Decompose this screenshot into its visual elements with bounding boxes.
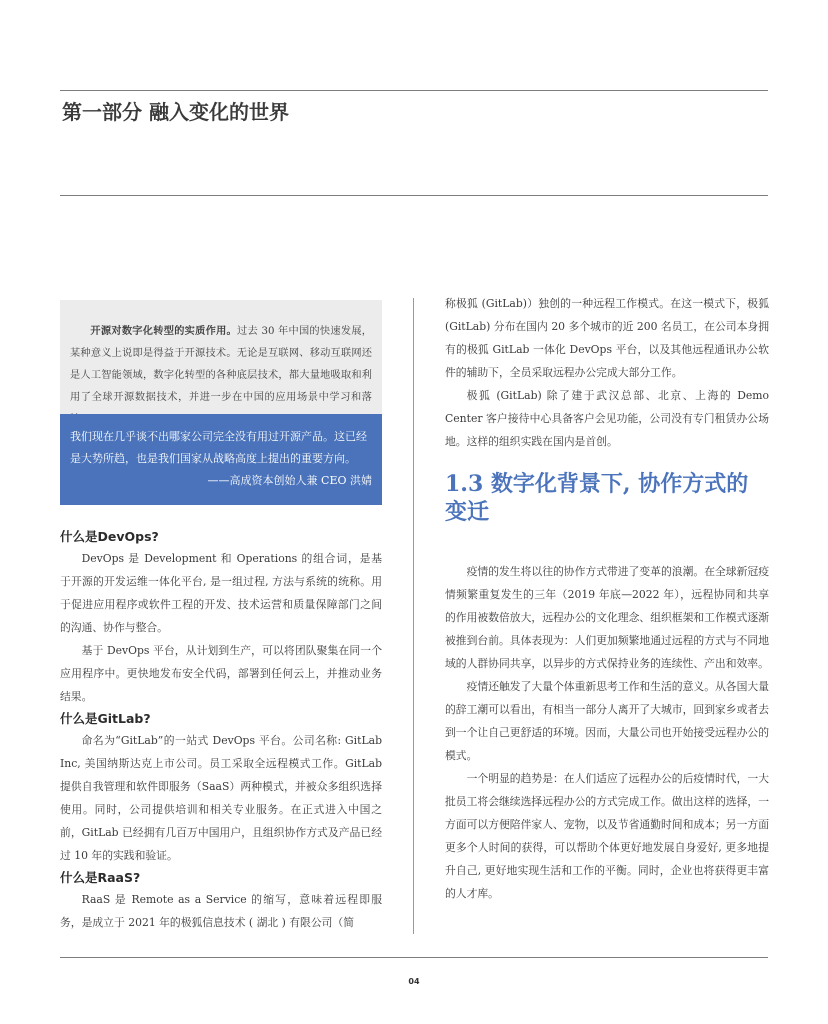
title-bottom-rule [60,195,768,196]
section-heading: 1.3 数字化背景下, 协作方式的变迁 [445,471,749,525]
devops-heading: 什么是DevOps? [60,529,159,544]
sidebar-lead-bold: 开源对数字化转型的实质作用。 [90,325,238,337]
top-rule [60,90,768,91]
quote-box [60,414,382,505]
raas-continued-paragraph: 称极狐 (GitLab)）独创的一种远程工作模式。在这一模式下，极狐 (GitLab) 分布在国内 20 多个城市的近 200 名员工，在公司本身拥有的极狐 GitLab 一体化 DevOps 平台，以及其他远程通讯办公软件的辅助下，全员采取远程办公完成大部分工作。 [445,297,769,379]
gitlab-heading: 什么是GitLab? [60,711,151,726]
quote-attribution: ——高成资本创始人兼 CEO 洪婧 [207,474,372,487]
footer-rule [60,957,768,958]
section-paragraph-2: 疫情还触发了大量个体重新思考工作和生活的意义。从各国大量的辞工潮可以看出，有相当一部分人离开了大城市，回到家乡或者去到一个让自己更舒适的环境。因而，大量公司也开始接受远程办公的模式。 [445,680,769,762]
section-paragraph-1: 疫情的发生将以往的协作方式带进了变革的浪潮。在全球新冠疫情频繁重复发生的三年（2019 年底—2022 年），远程协同和共享的作用被数倍放大，远程办公的文化理念、组织框架和工作模式逐渐被推到台前。具体表现为：人们更加频繁地通过远程的方式与不同地域的人群协同共享，以异步的方式保持业务的连续性、产出和效率。 [445,565,769,670]
section-paragraph-3: 一个明显的趋势是：在人们适应了远程办公的后疫情时代，一大批员工将会继续选择远程办公的方式完成工作。做出这样的选择，一方面可以方便陪伴家人、宠物，以及节省通勤时间和成本；另一方面更多个人时间的获得，可以帮助个体更好地发展自身爱好, 更多地提升自己, 更好地实现生活和工作的平衡。同时，企业也将获得更丰富的人才库。 [445,772,769,900]
left-column [60,526,382,934]
gitlab-paragraph: 命名为“GitLab”的一站式 DevOps 平台。公司名称: GitLab Inc, 美国纳斯达克上市公司。员工采取全远程模式工作。GitLab 提供自我管理和软件即服务（SaaS）两种模式，并被众多组织选择使用。同时，公司提供培训和相关专业服务。在正式进入中国之前，GitLab 已经拥有几百万中国用户，且组织协作方式及产品已经过 10 年的实践和验证。 [60,734,382,862]
right-column [445,292,769,905]
part-title: 第一部分 融入变化的世界 [62,100,289,124]
jihu-office-paragraph: 极狐 (GitLab) 除了建于武汉总部、北京、上海的 Demo Center 客户接待中心具备客户会见功能，公司没有专门租赁办公场地。这样的组织实践在国内是首创。 [445,389,769,448]
raas-paragraph: RaaS 是 Remote as a Service 的缩写，意味着远程即服务，是成立于 2021 年的极狐信息技术 ( 湖北 ) 有限公司（简 [60,893,382,929]
devops-paragraph-2: 基于 DevOps 平台，从计划到生产，可以将团队聚集在同一个应用程序中。更快地发布安全代码，部署到任何云上，并推动业务结果。 [60,644,382,703]
sidebar-intro-box [60,300,382,414]
quote-text: 我们现在几乎谈不出哪家公司完全没有用过开源产品。这已经是大势所趋，也是我们国家从战略高度上提出的重要方向。 [70,430,367,465]
raas-heading: 什么是RaaS? [60,870,141,885]
column-divider [413,298,414,934]
devops-paragraph-1: DevOps 是 Development 和 Operations 的组合词，是基于开源的开发运维一体化平台, 是一组过程, 方法与系统的统称。用于促进应用程序或软件工程的开发、技术运营和质量保障部门之间的沟通、协作与整合。 [60,552,382,634]
page-number: 04 [408,977,420,986]
sidebar-lead-text: 过去 30 年中国的快速发展，某种意义上说即是得益于开源技术。无论是互联网、移动互联网还是人工智能领域，数字化转型的各种底层技术，都大量地吸取和利用了全球开源数据技术，并进一步在中国的应用场景中学习和落 [70,326,372,403]
